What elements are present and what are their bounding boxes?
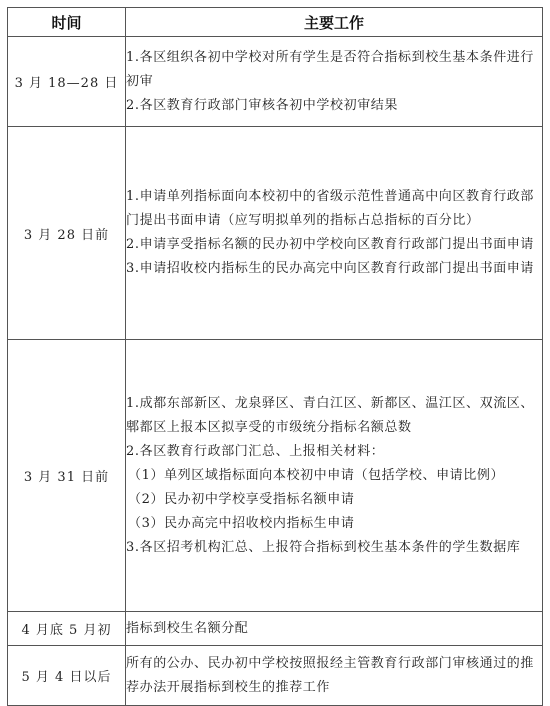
task-item: 3.各区招考机构汇总、上报符合指标到校生基本条件的学生数据库 <box>126 539 521 555</box>
row-time: 3 月 31 日前 <box>8 340 126 612</box>
task-item: 2.申请享受指标名额的民办初中学校向区教育行政部门提出书面申请 <box>126 237 535 252</box>
schedule-table <box>7 7 543 706</box>
row-tasks <box>126 646 543 706</box>
task-item: 1.成都东部新区、龙泉驿区、青白江区、新都区、温江区、双流区、郫都区上报本区拟享受的市级统分指标名额总数 <box>126 395 535 435</box>
task-item: 2.各区教育行政部门审核各初中学校初审结果 <box>126 97 399 113</box>
row-time: 5 月 4 日以后 <box>8 646 126 706</box>
table-row <box>8 340 543 612</box>
table-row <box>8 127 543 340</box>
header-time: 时间 <box>8 8 126 37</box>
task-subitem: （3）民办高完中招收校内指标生申请 <box>128 515 355 531</box>
task-item: 2.各区教育行政部门汇总、上报相关材料： <box>126 443 385 459</box>
row-time: 4 月底 5 月初 <box>8 612 126 646</box>
task-subitem: （1）单列区域指标面向本校初中申请（包括学校、申请比例） <box>128 467 505 483</box>
row-tasks <box>126 612 543 646</box>
row-tasks <box>126 37 543 127</box>
table-row <box>8 646 543 706</box>
table-header-row <box>8 8 543 37</box>
task-item: 1.申请单列指标面向本校初中的省级示范性普通高中向区教育行政部门提出书面申请（应写明拟单列的指标占总指标的百分比） <box>126 189 535 228</box>
header-main-tasks: 主要工作 <box>126 8 543 37</box>
schedule-table-container <box>7 7 542 706</box>
row-tasks <box>126 127 543 340</box>
table-row <box>8 612 543 646</box>
row-time: 3 月 28 日前 <box>8 127 126 340</box>
task-item: 1.各区组织各初中学校对所有学生是否符合指标到校生基本条件进行初审 <box>126 49 535 89</box>
task-item: 所有的公办、民办初中学校按照报经主管教育行政部门审核通过的推荐办法开展指标到校生的推荐工作 <box>126 655 535 695</box>
task-subitem: （2）民办初中学校享受指标名额申请 <box>128 491 355 507</box>
row-tasks <box>126 340 543 612</box>
table-row <box>8 37 543 127</box>
row-time: 3 月 18—28 日 <box>8 37 126 127</box>
task-item: 3.申请招收校内指标生的民办高完中向区教育行政部门提出书面申请 <box>126 261 535 276</box>
task-item: 指标到校生名额分配 <box>126 620 249 636</box>
